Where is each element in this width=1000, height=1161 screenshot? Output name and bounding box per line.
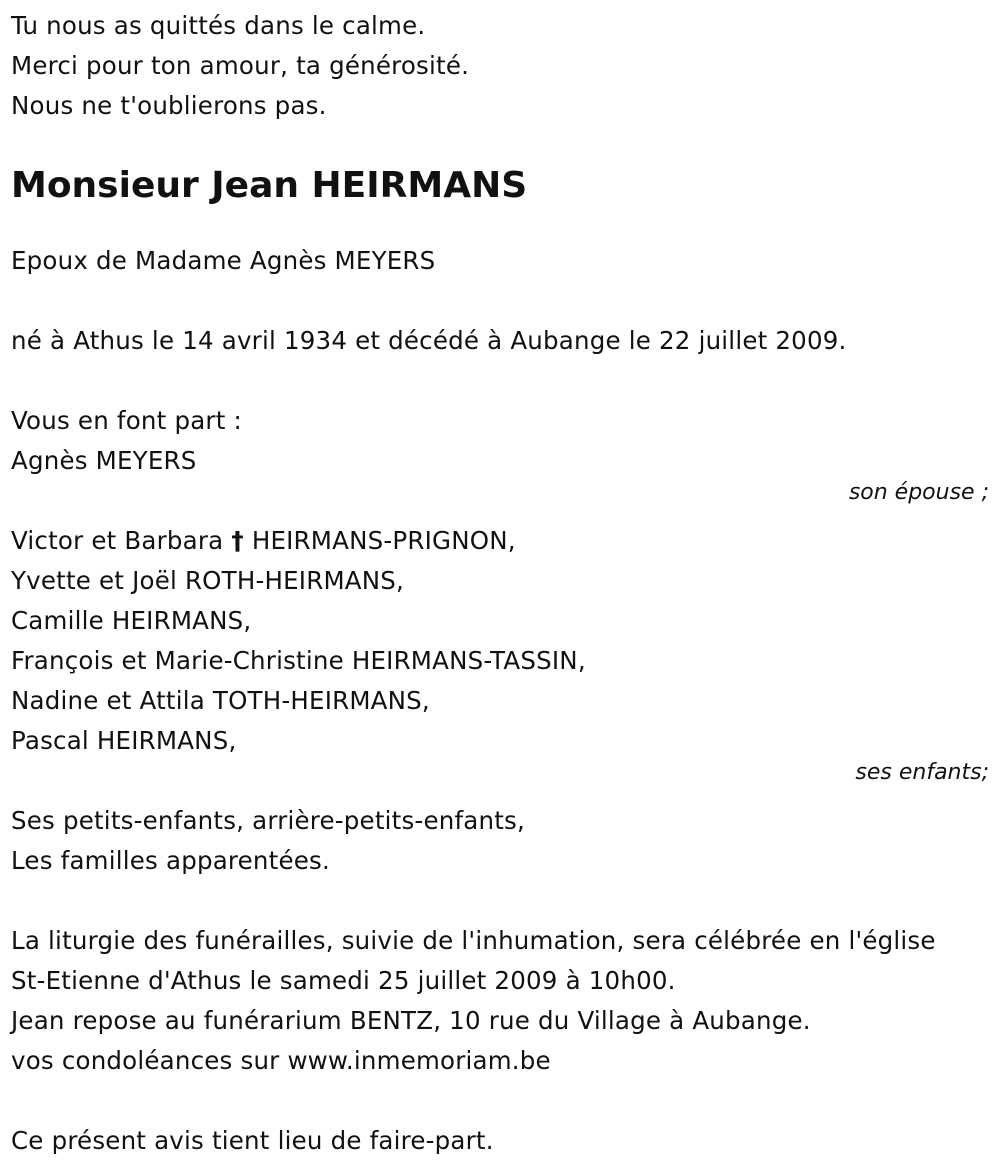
child-line: Nadine et Attila TOTH-HEIRMANS, <box>11 686 430 715</box>
ceremony-info <box>11 921 991 1081</box>
child-surname: HEIRMANS-PRIGNON, <box>251 526 516 555</box>
opening-verse <box>11 6 991 126</box>
obituary-notice <box>11 6 991 1161</box>
child-line: François et Marie-Christine HEIRMANS-TASSIN, <box>11 646 586 675</box>
spacer <box>11 361 991 401</box>
child-line: Pascal HEIRMANS, <box>11 726 237 755</box>
ceremony-line: Jean repose au funérarium BENTZ, 10 rue du Village à Aubange. <box>11 1006 811 1035</box>
birth-death-line: né à Athus le 14 avril 1934 et décédé à Aubange le 22 juillet 2009. <box>11 326 847 355</box>
spacer <box>11 881 991 921</box>
ceremony-line: St-Etienne d'Athus le samedi 25 juillet 2009 à 10h00. <box>11 966 676 995</box>
spouse-line: Epoux de Madame Agnès MEYERS <box>11 246 436 275</box>
spouse-name: Agnès MEYERS <box>11 446 197 475</box>
verse-line: Merci pour ton amour, ta générosité. <box>11 51 470 80</box>
family-lines <box>11 801 991 881</box>
spacer <box>11 1081 991 1121</box>
spacer <box>11 281 991 321</box>
ceremony-line: vos condoléances sur www.inmemoriam.be <box>11 1046 551 1075</box>
children-list <box>11 521 991 761</box>
ceremony-line: La liturgie des funérailles, suivie de l'inhumation, sera célébrée en l'église <box>11 926 936 955</box>
children-role: ses enfants; <box>855 760 989 785</box>
spouse-role: son épouse ; <box>848 480 989 505</box>
verse-line: Nous ne t'oublierons pas. <box>11 91 327 120</box>
deceased-name: Monsieur Jean HEIRMANS <box>11 165 528 206</box>
announce-intro: Vous en font part : <box>11 406 242 435</box>
child-line <box>11 521 991 561</box>
child-line: Yvette et Joël ROTH-HEIRMANS, <box>11 566 405 595</box>
child-line: Camille HEIRMANS, <box>11 606 252 635</box>
verse-line: Tu nous as quittés dans le calme. <box>11 11 426 40</box>
child-names: Victor et Barbara <box>11 526 224 555</box>
family-line: Les familles apparentées. <box>11 846 330 875</box>
cross-icon: † <box>231 526 244 555</box>
family-line: Ses petits-enfants, arrière-petits-enfants, <box>11 806 525 835</box>
closing-line: Ce présent avis tient lieu de faire-part. <box>11 1126 494 1155</box>
